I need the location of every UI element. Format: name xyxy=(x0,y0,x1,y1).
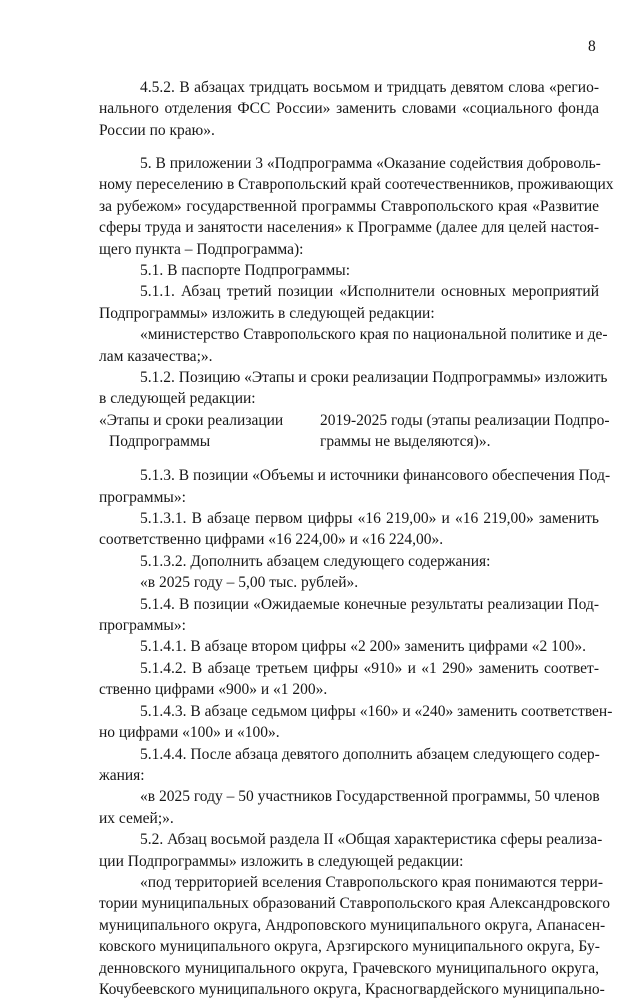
p-5-1-4-line: 5.1.4. В позиции «Ожидаемые конечные результаты реализации Под- xyxy=(140,596,599,613)
p-ministry-line: лам казачества;». xyxy=(99,348,213,365)
p-5-2-line: ции Подпрограммы» изложить в следующей редакции: xyxy=(99,853,464,870)
p-5-1-3-1-line: соответственно цифрами «16 224,00» и «16 224,00». xyxy=(99,531,444,548)
p-2025-participants-line: их семей;». xyxy=(99,810,174,827)
p-4-5-2-line: 4.5.2. В абзацах тридцать восьмом и тридцать девятом слова «регио- xyxy=(140,79,599,96)
p-territory-line: «под территорией вселения Ставропольского края понимаются терри- xyxy=(140,874,603,891)
p-2025-sum-line: «в 2025 году – 5,00 тыс. рублей». xyxy=(140,574,359,591)
p-5-1-2-line: 5.1.2. Позицию «Этапы и сроки реализации Подпрограммы» изложить xyxy=(140,369,608,386)
p-5-1-4-3-line: 5.1.4.3. В абзаце седьмом цифры «160» и «240» заменить соответствен- xyxy=(140,703,613,720)
p-5-1-4-2-line: 5.1.4.2. В абзаце третьем цифры «910» и «1 290» заменить соответ- xyxy=(140,660,599,677)
p-4-5-2-line: нального отделения ФСС России» заменить словами «социального фонда xyxy=(99,100,599,117)
p-territory-line: денновского муниципального округа, Грачевского муниципального округа, xyxy=(99,960,599,977)
p-5-line: щего пункта – Подпрограмма): xyxy=(99,241,304,258)
page-number: 8 xyxy=(588,38,596,55)
p-5-1-4-1-line: 5.1.4.1. В абзаце втором цифры «2 200» заменить цифрами «2 100». xyxy=(140,638,586,655)
p-5-2-line: 5.2. Абзац восьмой раздела II «Общая характеристика сферы реализа- xyxy=(140,831,603,848)
p-5-1-4-4-line: 5.1.4.4. После абзаца девятого дополнить абзацем следующего содер- xyxy=(140,746,600,763)
p-5-1-1-line: Подпрограммы» изложить в следующей редакции: xyxy=(99,305,435,322)
p-5-line: сферы труда и занятости населения» к Программе (далее для целей настоя- xyxy=(99,219,599,236)
p-5-1-4-2-line: ственно цифрами «900» и «1 200». xyxy=(99,681,328,698)
p-territory-line: ковского муниципального округа, Арзгирского муниципального округа, Бу- xyxy=(99,938,600,955)
p-5-1-line: 5.1. В паспорте Подпрограммы: xyxy=(140,262,351,279)
stages-label-line: «Этапы и сроки реализации xyxy=(99,412,284,429)
p-2025-participants-line: «в 2025 году – 50 участников Государственной программы, 50 членов xyxy=(140,788,600,805)
p-territory-line: Кочубеевского муниципального округа, Красногвардейского муниципально- xyxy=(99,981,605,998)
p-ministry-line: «министерство Ставропольского края по национальной политике и де- xyxy=(140,326,608,343)
p-5-1-1-line: 5.1.1. Абзац третий позиции «Исполнители основных мероприятий xyxy=(140,283,599,300)
stages-value-line: граммы не выделяются)». xyxy=(320,433,491,450)
p-4-5-2-line: России по краю». xyxy=(99,122,215,139)
p-5-1-4-3-line: но цифрами «100» и «100». xyxy=(99,724,280,741)
p-5-1-3-1-line: 5.1.3.1. В абзаце первом цифры «16 219,00» и «16 219,00» заменить xyxy=(140,510,599,527)
p-5-1-4-4-line: жания: xyxy=(99,767,145,784)
p-5-1-3-line: программы»: xyxy=(99,489,186,506)
p-5-1-2-line: в следующей редакции: xyxy=(99,390,256,407)
p-5-1-3-line: 5.1.3. В позиции «Объемы и источники финансового обеспечения Под- xyxy=(140,467,611,484)
p-territory-line: тории муниципальных образований Ставропольского края Александровского xyxy=(99,895,611,912)
stages-label-line: Подпрограммы xyxy=(109,433,211,450)
p-5-line: ному переселению в Ставропольский край соотечественников, проживающих xyxy=(99,176,614,193)
p-5-line: за рубежом» государственной программы Ставропольского края «Развитие xyxy=(99,198,599,215)
stages-value-line: 2019-2025 годы (этапы реализации Подпро- xyxy=(320,412,610,429)
p-territory-line: муниципального округа, Андроповского муниципального округа, Апанасен- xyxy=(99,917,606,934)
p-5-1-3-2-line: 5.1.3.2. Дополнить абзацем следующего содержания: xyxy=(140,553,491,570)
p-5-1-4-line: программы»: xyxy=(99,617,186,634)
p-5-line: 5. В приложении 3 «Подпрограмма «Оказание содействия доброволь- xyxy=(140,155,601,172)
